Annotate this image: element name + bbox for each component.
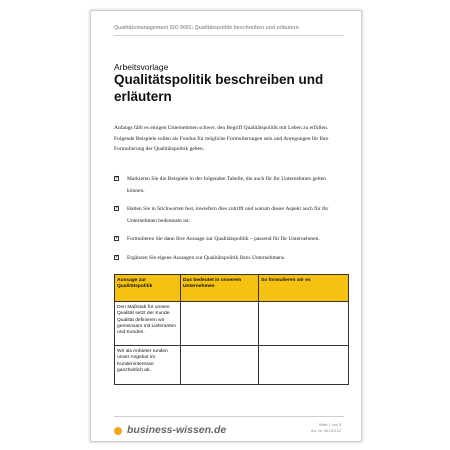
- header-divider: [114, 35, 344, 36]
- checkbox-icon: ✓: [115, 236, 120, 242]
- instruction-text: Halten Sie in Stichworten fest, inwiefern dies zutrifft und warum dieser Aspekt auch für Ihr Unternehmen bedeutsam ist.: [127, 206, 329, 224]
- instruction-item: [114, 253, 339, 265]
- footer-meta: [311, 422, 341, 434]
- instruction-list: [114, 174, 339, 265]
- table-cell-wording[interactable]: [259, 346, 349, 385]
- logo-dot-icon: [114, 427, 122, 435]
- table-cell-statement: Den Maßstab für unsere Qualität setzt der Kunde. Qualität definieren wir gemeinsam mit Lieferanten und Kunden.: [115, 302, 181, 346]
- table-cell-statement: Wir als Anbieter runden unser Angebot im Kundeninteresse ganzheitlich ab.: [115, 346, 181, 385]
- instruction-text: Ergänzen Sie eigene Aussagen zur Qualitätspolitik Ihres Unternehmens.: [127, 254, 286, 261]
- table-row: [115, 346, 349, 385]
- logo-text: business-wissen.de: [127, 424, 227, 436]
- checkbox-icon: ✓: [115, 254, 120, 260]
- column-header-wording: So formulieren wir es: [259, 275, 349, 302]
- instruction-text: Markieren Sie die Beispiele in der folgenden Tabelle, die auch für Ihr Unternehmen gelten können.: [127, 176, 326, 194]
- table-cell-meaning[interactable]: [181, 346, 259, 385]
- table-cell-wording[interactable]: [259, 302, 349, 346]
- instruction-text: Formulieren Sie dann Ihre Aussage zur Qualitätspolitik – passend für Ihr Unternehmen.: [127, 236, 320, 243]
- table-row: [115, 302, 349, 346]
- column-header-meaning: Das bedeutet in unserem Unternehmen: [181, 275, 259, 302]
- instruction-item: [114, 174, 339, 197]
- article-number: Art.-Nr. 06.015.12: [311, 429, 341, 433]
- document-kicker: Arbeitsvorlage: [114, 62, 169, 72]
- document-title: Qualitätspolitik beschreiben und erläutern: [114, 72, 324, 104]
- table-cell-meaning[interactable]: [181, 302, 259, 346]
- checkbox-icon: ✓: [115, 206, 120, 212]
- page-header: Qualitätsmanagement ISO 9001: Qualitätspolitik beschreiben und erläutern: [114, 25, 299, 31]
- page-number: Seite 1 von 3: [318, 423, 341, 427]
- footer-divider: [114, 416, 344, 417]
- instruction-item: [114, 204, 339, 227]
- document-page: [90, 10, 362, 442]
- checkbox-icon: ✓: [115, 176, 120, 181]
- table-header-row: [115, 275, 349, 302]
- intro-paragraph: Anfangs fällt es einigen Unternehmen schwer, den Begriff Qualitätspolitik mit Leben zu erfüllen. Folgende Beispiele sollen als Fundus für mögliche Formulierungen sein und Anregungen für Ihre Formulierung der Qualitätspolitik geben.: [114, 125, 329, 153]
- instruction-item: [114, 234, 339, 246]
- policy-table: [114, 274, 349, 385]
- column-header-statement: Aussage zur Qualitätspolitik: [115, 275, 181, 302]
